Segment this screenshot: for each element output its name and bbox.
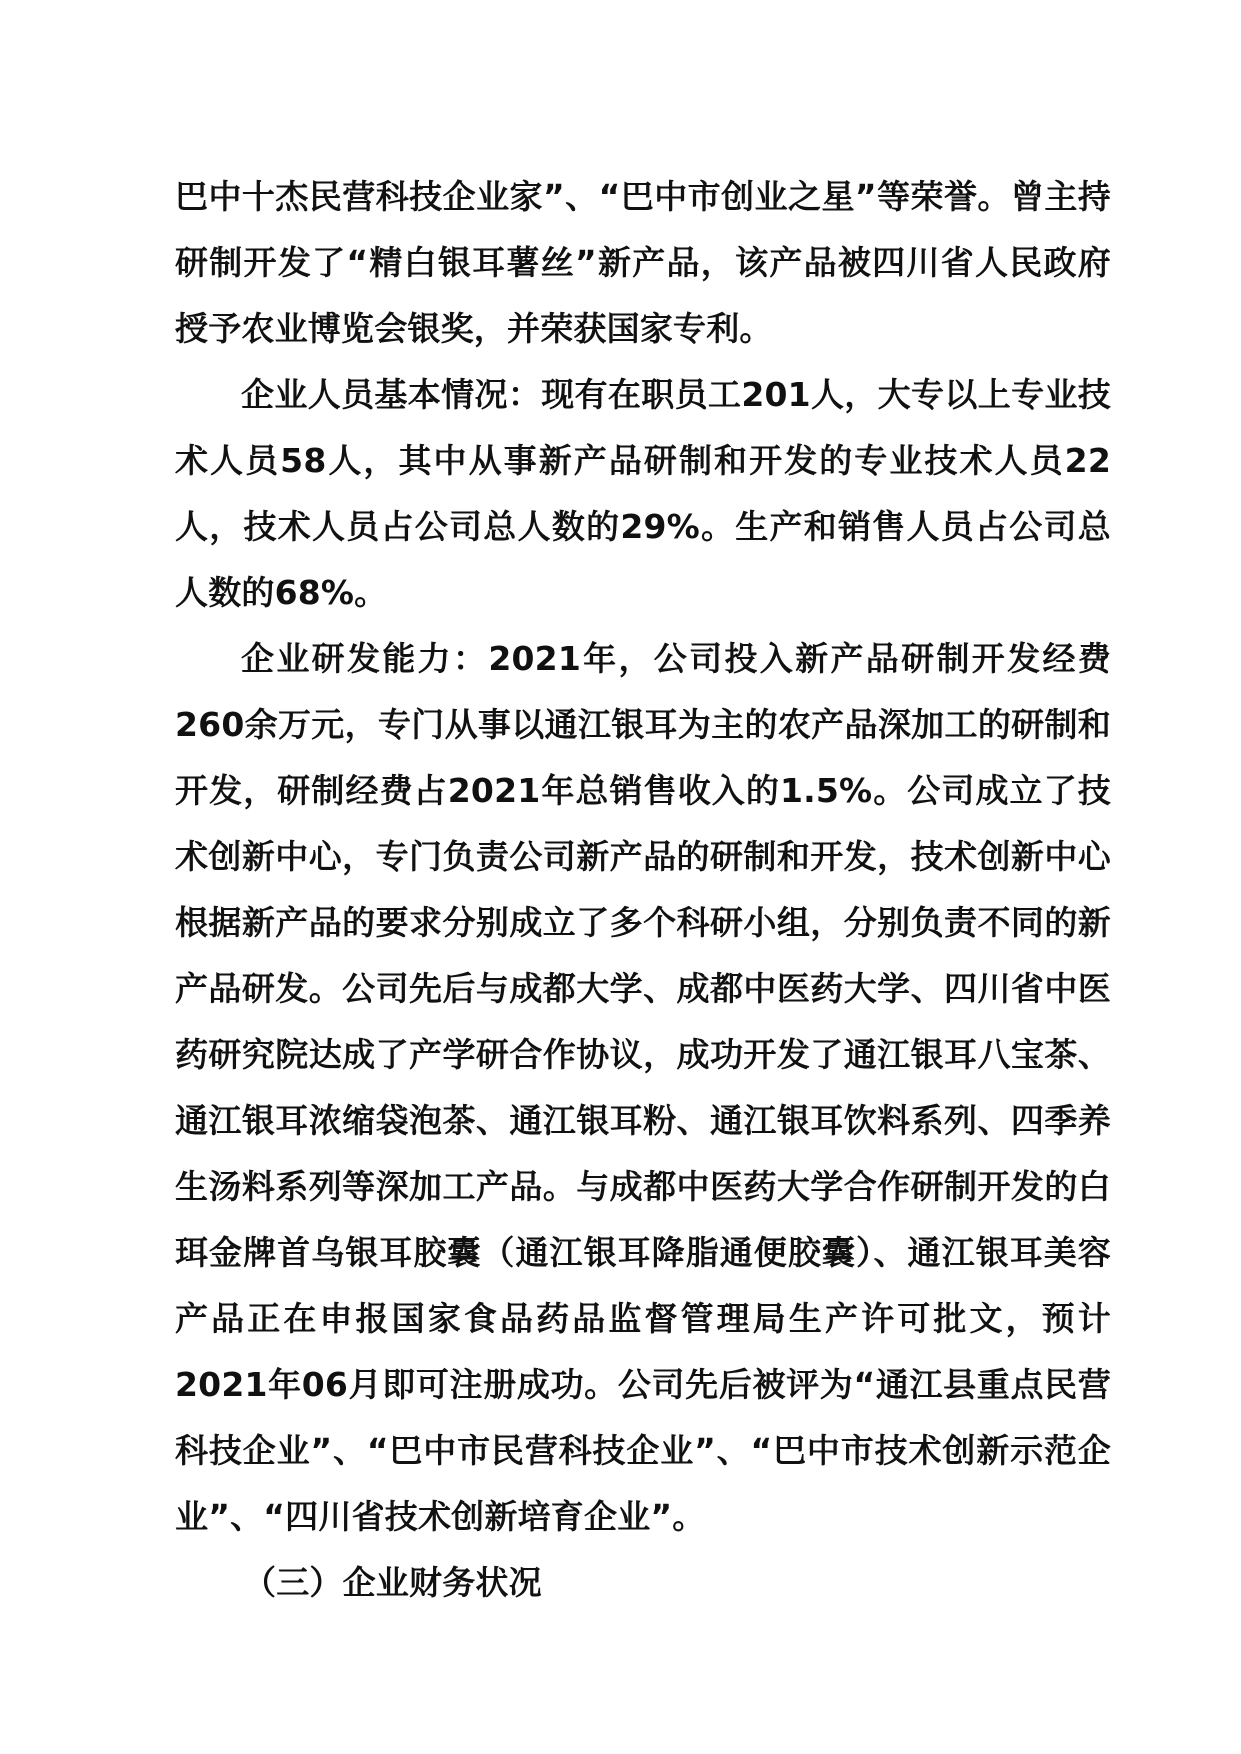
document-body	[175, 164, 1111, 1616]
paragraph-staff: 企业人员基本情况：现有在职员工201人，大专以上专业技术人员58人，其中从事新产品研制和开发的专业技术人员22人，技术人员占公司总人数的29%。生产和销售人员占公司总人数的68%。	[175, 375, 1111, 612]
paragraph-rd-capability: 企业研发能力：2021年，公司投入新产品研制开发经费260余万元，专门从事以通江银耳为主的农产品深加工的研制和开发，研制经费占2021年总销售收入的1.5%。公司成立了技术创新中心，专门负责公司新产品的研制和开发，技术创新中心根据新产品的要求分别成立了多个科研小组，分别负责不同的新产品研发。公司先后与成都大学、成都中医药大学、四川省中医药研究院达成了产学研合作协议，成功开发了通江银耳八宝茶、通江银耳浓缩袋泡茶、通江银耳粉、通江银耳饮料系列、四季养生汤料系列等深加工产品。与成都中医药大学合作研制开发的白珥金牌首乌银耳胶囊（通江银耳降脂通便胶囊）、通江银耳美容产品正在申报国家食品药品监督管理局生产许可批文，预计2021年06月即可注册成功。公司先后被评为“通江县重点民营科技企业”、“巴中市民营科技企业”、“巴中市技术创新示范企业”、“四川省技术创新培育企业”。	[175, 639, 1111, 1536]
paragraph-honors: 巴中十杰民营科技企业家”、“巴中市创业之星”等荣誉。曾主持研制开发了“精白银耳薯丝”新产品，该产品被四川省人民政府授予农业博览会银奖，并荣获国家专利。	[175, 177, 1111, 348]
section-heading: （三）企业财务状况	[243, 1563, 542, 1602]
